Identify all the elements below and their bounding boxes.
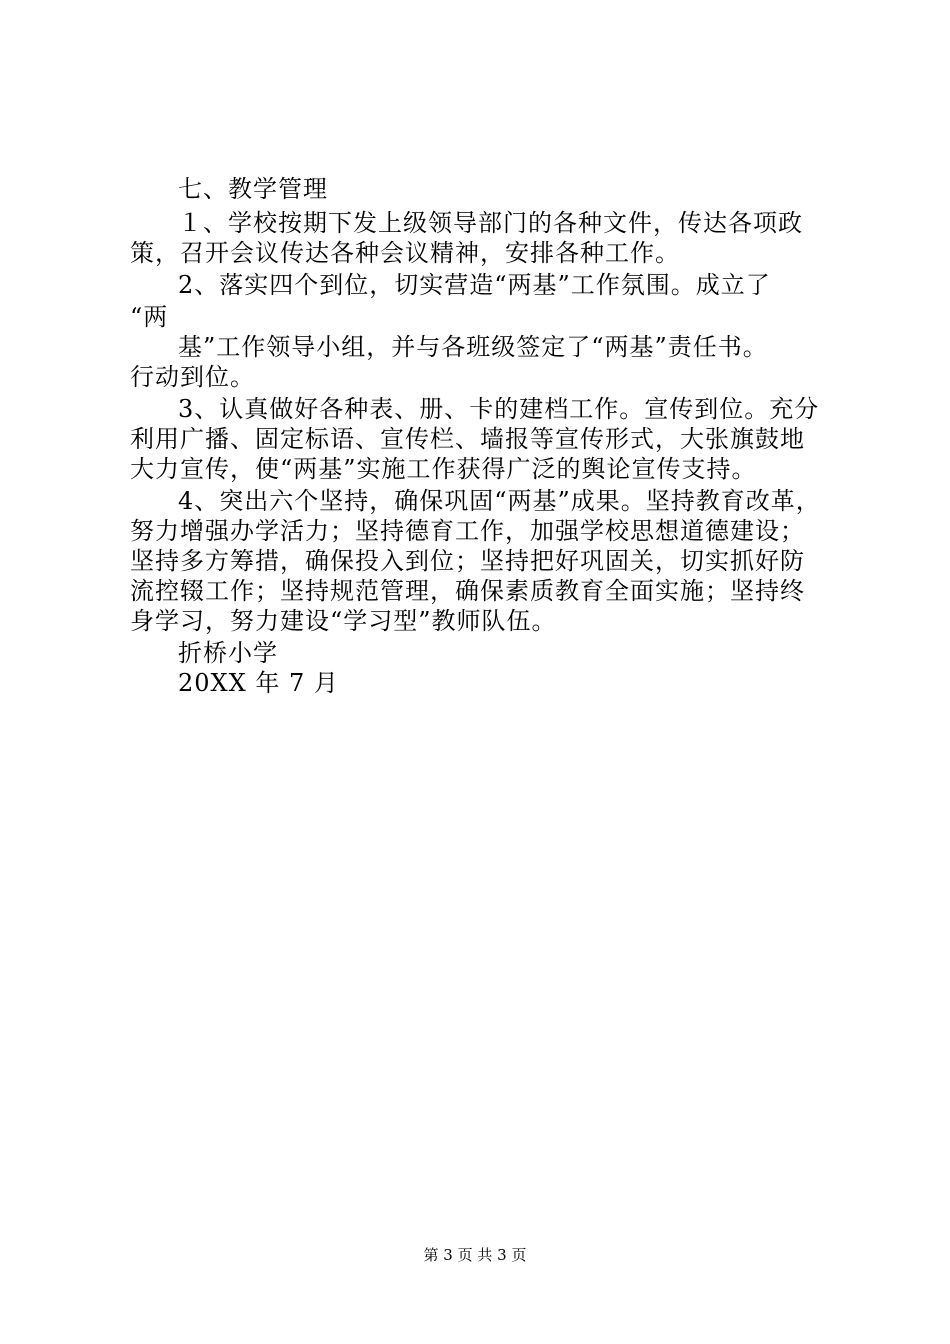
paragraph-3-line-2: 利用广播、固定标语、宣传栏、墙报等宣传形式，大张旗鼓地 xyxy=(130,425,805,453)
paragraph-2-line-3: 基”工作领导小组，并与各班级签定了“两基”责任书。 xyxy=(178,333,768,361)
paragraph-4-line-1: 4、突出六个坚持，确保巩固“两基”成果。坚持教育改革， xyxy=(178,487,821,515)
paragraph-4-line-3: 坚持多方筹措，确保投入到位；坚持把好巩固关，切实抓好防 xyxy=(130,547,805,575)
paragraph-4-line-2: 努力增强办学活力；坚持德育工作，加强学校思想道德建设； xyxy=(130,517,805,545)
signature-school: 折桥小学 xyxy=(178,639,278,667)
paragraph-2-line-2: “两 xyxy=(130,303,169,331)
paragraph-3-line-1: 3、认真做好各种表、册、卡的建档工作。宣传到位。充分 xyxy=(178,395,820,423)
page-footer: 第 3 页 共 3 页 xyxy=(423,1246,527,1264)
paragraph-1-line-2: 策，召开会议传达各种会议精神，安排各种工作。 xyxy=(130,239,680,267)
paragraph-4-line-5: 身学习，努力建设“学习型”教师队伍。 xyxy=(130,607,557,635)
paragraph-3-line-3: 大力宣传，使“两基”实施工作获得广泛的舆论宣传支持。 xyxy=(130,455,757,483)
paragraph-2-line-1-visible: 2、落实四个到位，切实营造“两基”工作氛围。成立了 xyxy=(178,271,771,299)
paragraph-4-line-4: 流控辍工作；坚持规范管理，确保素质教育全面实施；坚持终 xyxy=(130,577,805,605)
section-heading: 七、教学管理 xyxy=(178,175,328,203)
paragraph-2-line-4: 行动到位。 xyxy=(130,363,255,391)
paragraph-1-line-1: １、学校按期下发上级领导部门的各种文件，传达各项政 xyxy=(178,209,803,237)
signature-date: 20XX 年 7 月 xyxy=(178,669,339,697)
